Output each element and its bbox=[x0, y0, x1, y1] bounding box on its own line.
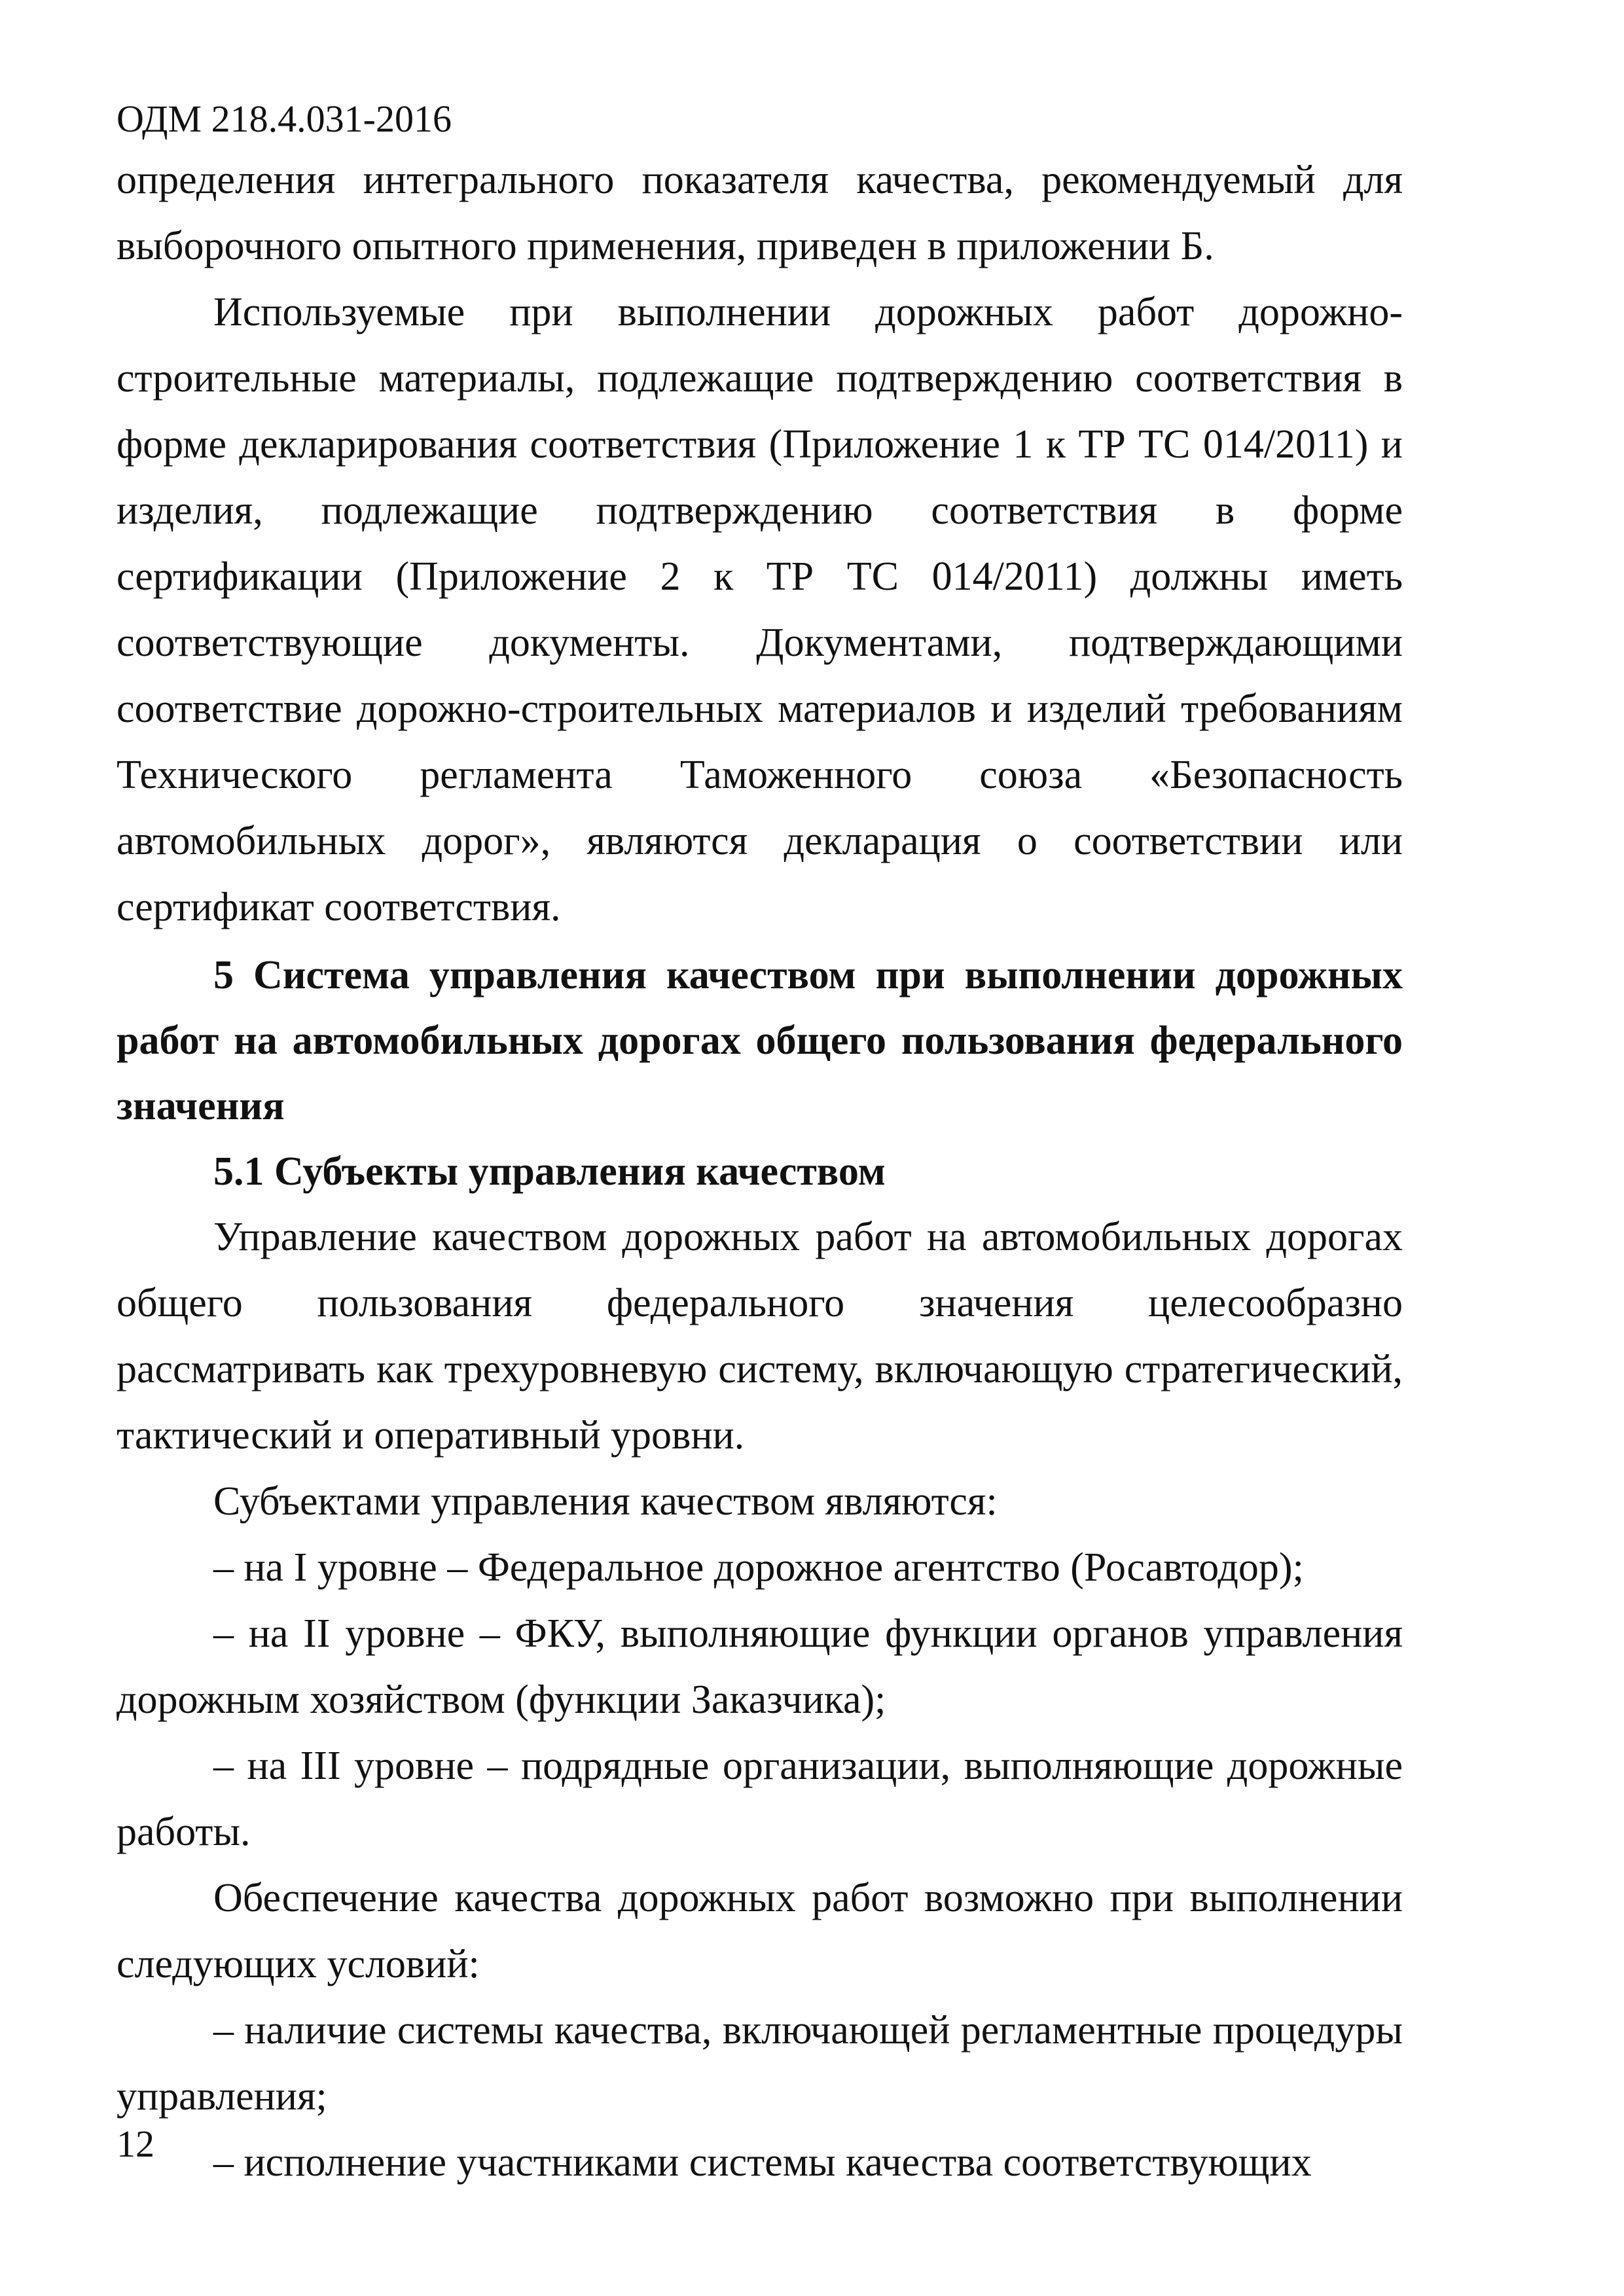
section-heading: 5 Система управления качеством при выполнении дорожных работ на автомобильных дорогах общего пользования федерального значения bbox=[117, 953, 1403, 1128]
intro-text-block bbox=[117, 147, 1403, 941]
paragraph-conditions-intro: Обеспечение качества дорожных работ возможно при выполнении следующих условий: bbox=[117, 1876, 1403, 1986]
page-number: 12 bbox=[117, 2123, 154, 2165]
paragraph-quality-management: Управление качеством дорожных работ на автомобильных дорогах общего пользования федерального значения целесообразно рассматривать как трехуровневую систему, включающую стратегический, тактический и оперативный уровни. bbox=[117, 1215, 1403, 1458]
document-code: ОДМ 218.4.031-2016 bbox=[117, 98, 452, 140]
list-item-level-3: – на III уровне – подрядные организации, выполняющие дорожные работы. bbox=[117, 1744, 1403, 1854]
subsection-heading: 5.1 Субъекты управления качеством bbox=[213, 1149, 886, 1194]
paragraph-quality-indicator: определения интегрального показателя качества, рекомендуемый для выборочного опытного применения, приведен в приложении Б. bbox=[117, 158, 1403, 268]
list-item-level-2: – на II уровне – ФКУ, выполняющие функции органов управления дорожным хозяйством (функции Заказчика); bbox=[117, 1611, 1403, 1722]
list-item-level-1: – на I уровне – Федеральное дорожное агентство (Росавтодор); bbox=[213, 1545, 1304, 1590]
section-5-block bbox=[117, 942, 1403, 2196]
paragraph-subjects-intro: Субъектами управления качеством являются: bbox=[213, 1479, 998, 1524]
list-item-condition-2: – исполнение участниками системы качества соответствующих bbox=[213, 2140, 1312, 2185]
paragraph-materials-conformity: Используемые при выполнении дорожных работ дорожно-строительные материалы, подлежащие подтверждению соответствия в форме декларирования соответствия (Приложение 1 к ТР ТС 014/2011) и изделия, подлежащие подтверждению соответствия в форме сертификации (Приложение 2 к ТР ТС 014/2011) должны иметь соответствующие документы. Документами, подтверждающими соответствие дорожно-строительных материалов и изделий требованиям Технического регламента Таможенного союза «Безопасность автомобильных дорог», являются декларация о соответствии или сертификат соответствия. bbox=[117, 290, 1403, 929]
list-item-condition-1: – наличие системы качества, включающей регламентные процедуры управления; bbox=[117, 2008, 1403, 2119]
